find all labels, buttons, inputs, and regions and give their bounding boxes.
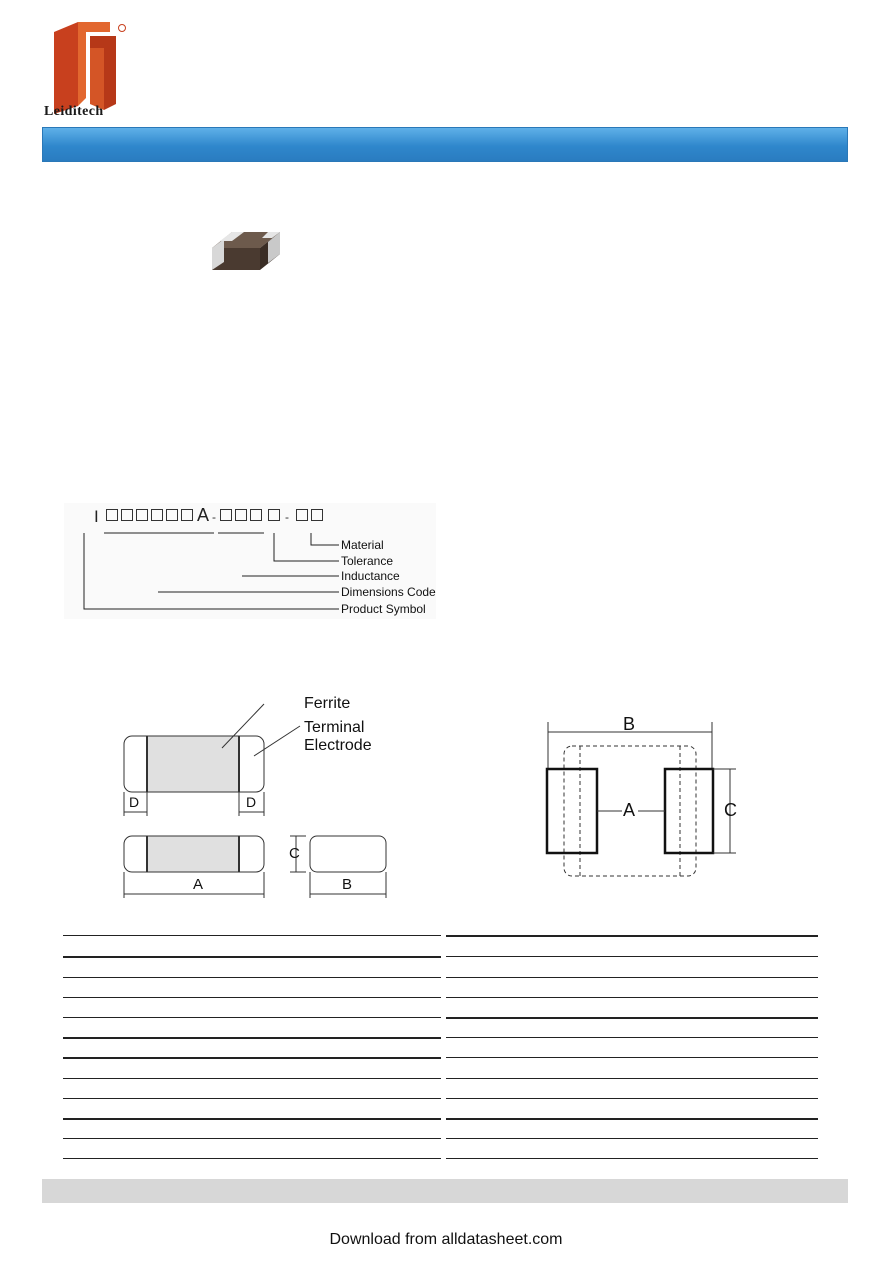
- brand-name: Leiditech: [44, 104, 104, 119]
- field-tolerance: Tolerance: [341, 554, 394, 568]
- label-c: C: [289, 845, 300, 862]
- label-ferrite: Ferrite: [304, 695, 351, 712]
- land-pattern-drawing: [540, 712, 750, 882]
- label-d-left: D: [129, 794, 140, 810]
- label-a: A: [193, 876, 204, 893]
- field-material: Material: [341, 538, 384, 552]
- chip-inductor-photo: [206, 218, 286, 282]
- label-terminal: Terminal: [304, 719, 365, 736]
- part-number-letter: A: [197, 505, 210, 525]
- label-b: B: [342, 876, 353, 893]
- footer-bar: [42, 1179, 848, 1203]
- part-number-prefix: I: [94, 507, 99, 526]
- label-electrode: Electrode: [304, 737, 372, 754]
- label-d-right: D: [246, 794, 257, 810]
- field-dimensions-code: Dimensions Code: [341, 585, 436, 599]
- separator-dash: -: [285, 510, 289, 524]
- spec-table-right: [446, 935, 818, 1163]
- label-c-land: C: [724, 800, 737, 820]
- field-product-symbol: Product Symbol: [341, 602, 426, 616]
- separator-dash: -: [212, 510, 216, 524]
- download-source-text: Download from alldatasheet.com: [329, 1231, 563, 1248]
- label-a-land: A: [623, 800, 636, 820]
- chip-outline-drawing: [110, 690, 410, 905]
- field-inductance: Inductance: [341, 569, 400, 583]
- label-b-land: B: [623, 714, 636, 734]
- title-bar: [42, 127, 848, 162]
- spec-table-left: [63, 935, 441, 1163]
